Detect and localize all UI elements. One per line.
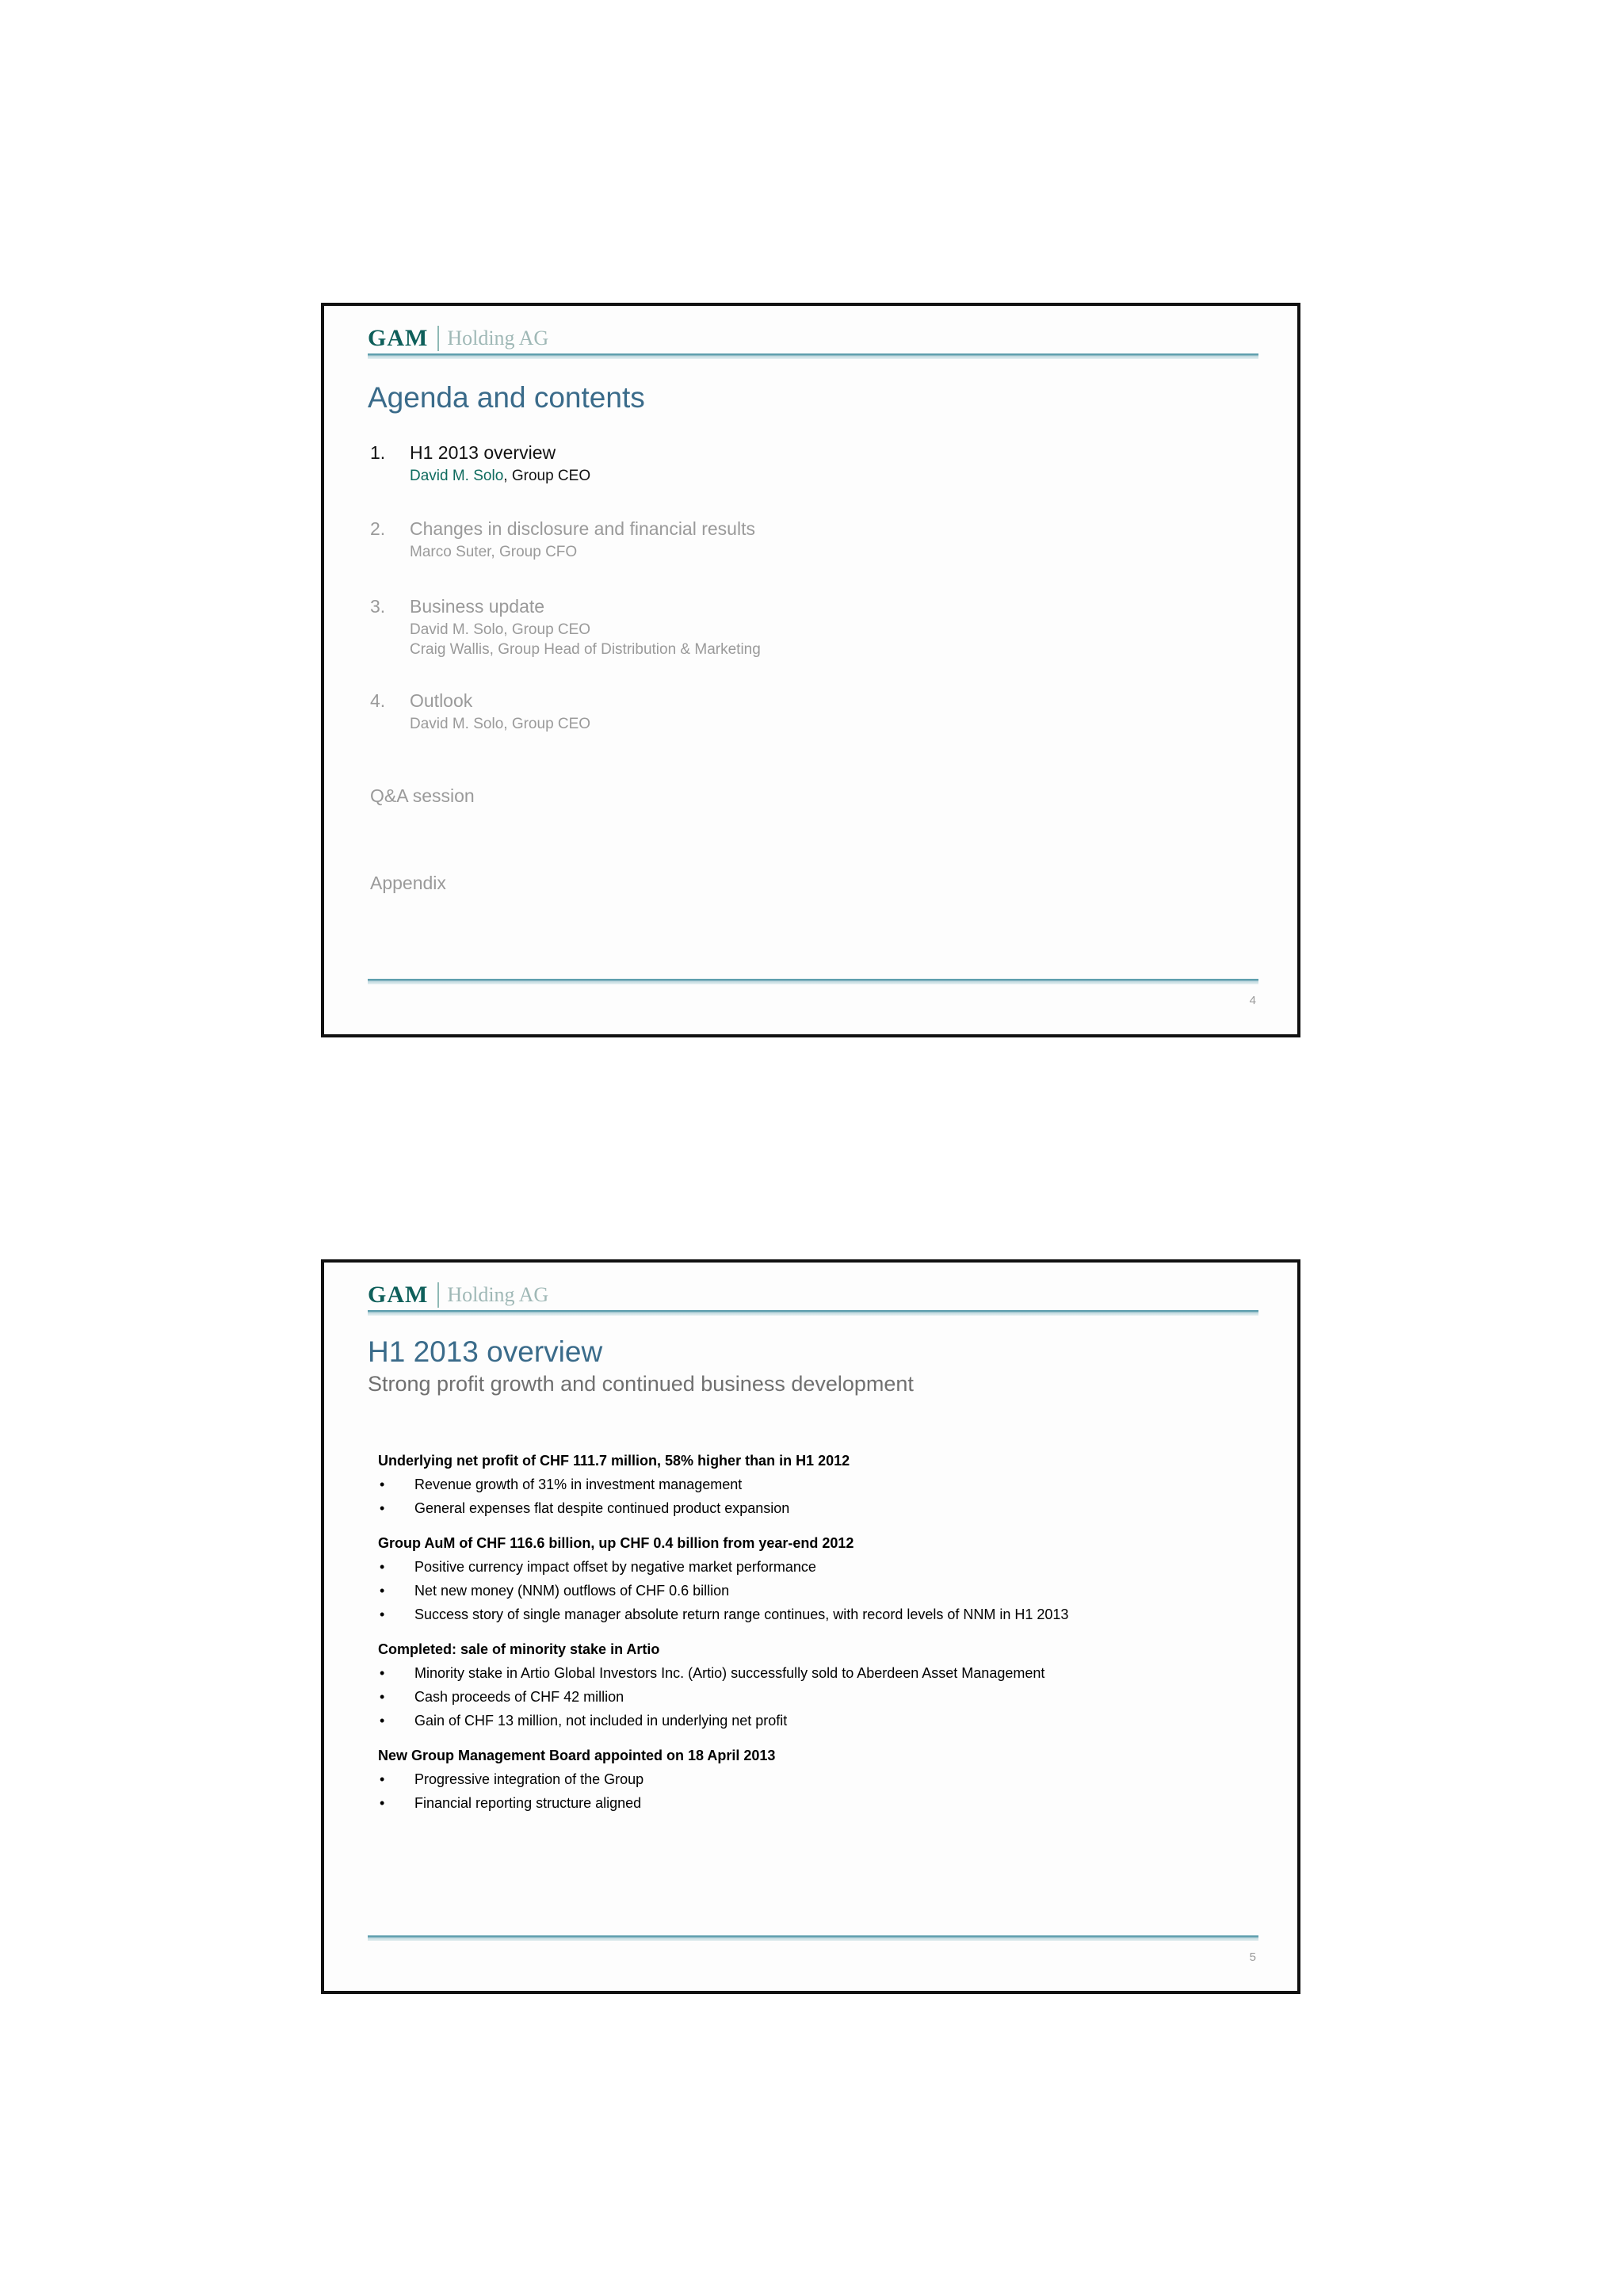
footer-rule — [368, 979, 1258, 984]
bullet-item: • General expenses flat despite continued product expansion — [378, 1496, 1266, 1520]
agenda-presenter — [410, 466, 590, 487]
agenda-presenter-2: Craig Wallis, Group Head of Distribution & Marketing — [410, 641, 761, 658]
agenda-presenter: David M. Solo, Group CEO — [410, 621, 591, 638]
agenda-number: 4. — [370, 690, 386, 711]
bullet-item: • Gain of CHF 13 million, not included in underlying net profit — [378, 1709, 1266, 1733]
agenda-qa: Q&A session — [370, 785, 475, 806]
bullet-item: • Success story of single manager absolute return range continues, with record levels of NNM in H1 2013 — [378, 1603, 1266, 1626]
agenda-label: Business update — [410, 596, 545, 617]
agenda-label: H1 2013 overview — [410, 442, 556, 463]
agenda-label: Changes in disclosure and financial results — [410, 518, 755, 539]
logo-gam: GAM — [368, 1282, 429, 1308]
bullet-item: • Progressive integration of the Group — [378, 1767, 1266, 1791]
slide-subtitle: Strong profit growth and continued business development — [368, 1372, 914, 1396]
slide-title: H1 2013 overview — [368, 1335, 603, 1368]
bullet-item: • Positive currency impact offset by negative market performance — [378, 1555, 1266, 1579]
header-rule — [368, 353, 1258, 359]
logo-holding: Holding AG — [447, 327, 549, 350]
agenda-presenter: David M. Solo, Group CEO — [410, 716, 591, 732]
section-heading: Completed: sale of minority stake in Artio — [378, 1641, 660, 1657]
section-net-profit — [378, 1449, 1266, 1520]
footer-rule — [368, 1935, 1258, 1941]
section-heading: Group AuM of CHF 116.6 billion, up CHF 0.4 billion from year-end 2012 — [378, 1535, 854, 1551]
page-number: 5 — [1249, 1950, 1256, 1964]
page-number: 4 — [1249, 994, 1256, 1007]
section-artio-sale — [378, 1637, 1266, 1733]
logo-holding: Holding AG — [447, 1283, 549, 1306]
section-aum — [378, 1531, 1266, 1626]
bullet-item: • Revenue growth of 31% in investment management — [378, 1473, 1266, 1496]
presenter-role: , Group CEO — [503, 468, 591, 484]
gam-logo — [368, 1277, 548, 1313]
slide-title: Agenda and contents — [368, 381, 645, 414]
logo-divider — [437, 1282, 439, 1308]
presenter-name: David M. Solo — [410, 468, 504, 484]
bullet-item: • Net new money (NNM) outflows of CHF 0.6 billion — [378, 1579, 1266, 1603]
logo-gam: GAM — [368, 325, 429, 351]
section-heading: New Group Management Board appointed on 18 April 2013 — [378, 1748, 776, 1763]
agenda-number: 3. — [370, 596, 386, 617]
agenda-number: 1. — [370, 442, 386, 463]
bullet-item: • Minority stake in Artio Global Investors Inc. (Artio) successfully sold to Aberdeen Asset Management — [378, 1661, 1266, 1685]
slide-agenda — [321, 303, 1300, 1037]
bullet-item: • Cash proceeds of CHF 42 million — [378, 1685, 1266, 1709]
slide-overview — [321, 1259, 1300, 1994]
agenda-number: 2. — [370, 518, 386, 539]
section-management-board — [378, 1744, 1266, 1815]
header-rule — [368, 1310, 1258, 1316]
agenda-presenter: Marco Suter, Group CFO — [410, 544, 578, 560]
logo-divider — [437, 326, 439, 351]
gam-logo — [368, 320, 548, 357]
section-heading: Underlying net profit of CHF 111.7 million, 58% higher than in H1 2012 — [378, 1453, 850, 1469]
agenda-appendix: Appendix — [370, 873, 446, 893]
overview-content — [378, 1449, 1266, 1826]
bullet-item: • Financial reporting structure aligned — [378, 1791, 1266, 1815]
agenda-label: Outlook — [410, 690, 473, 711]
